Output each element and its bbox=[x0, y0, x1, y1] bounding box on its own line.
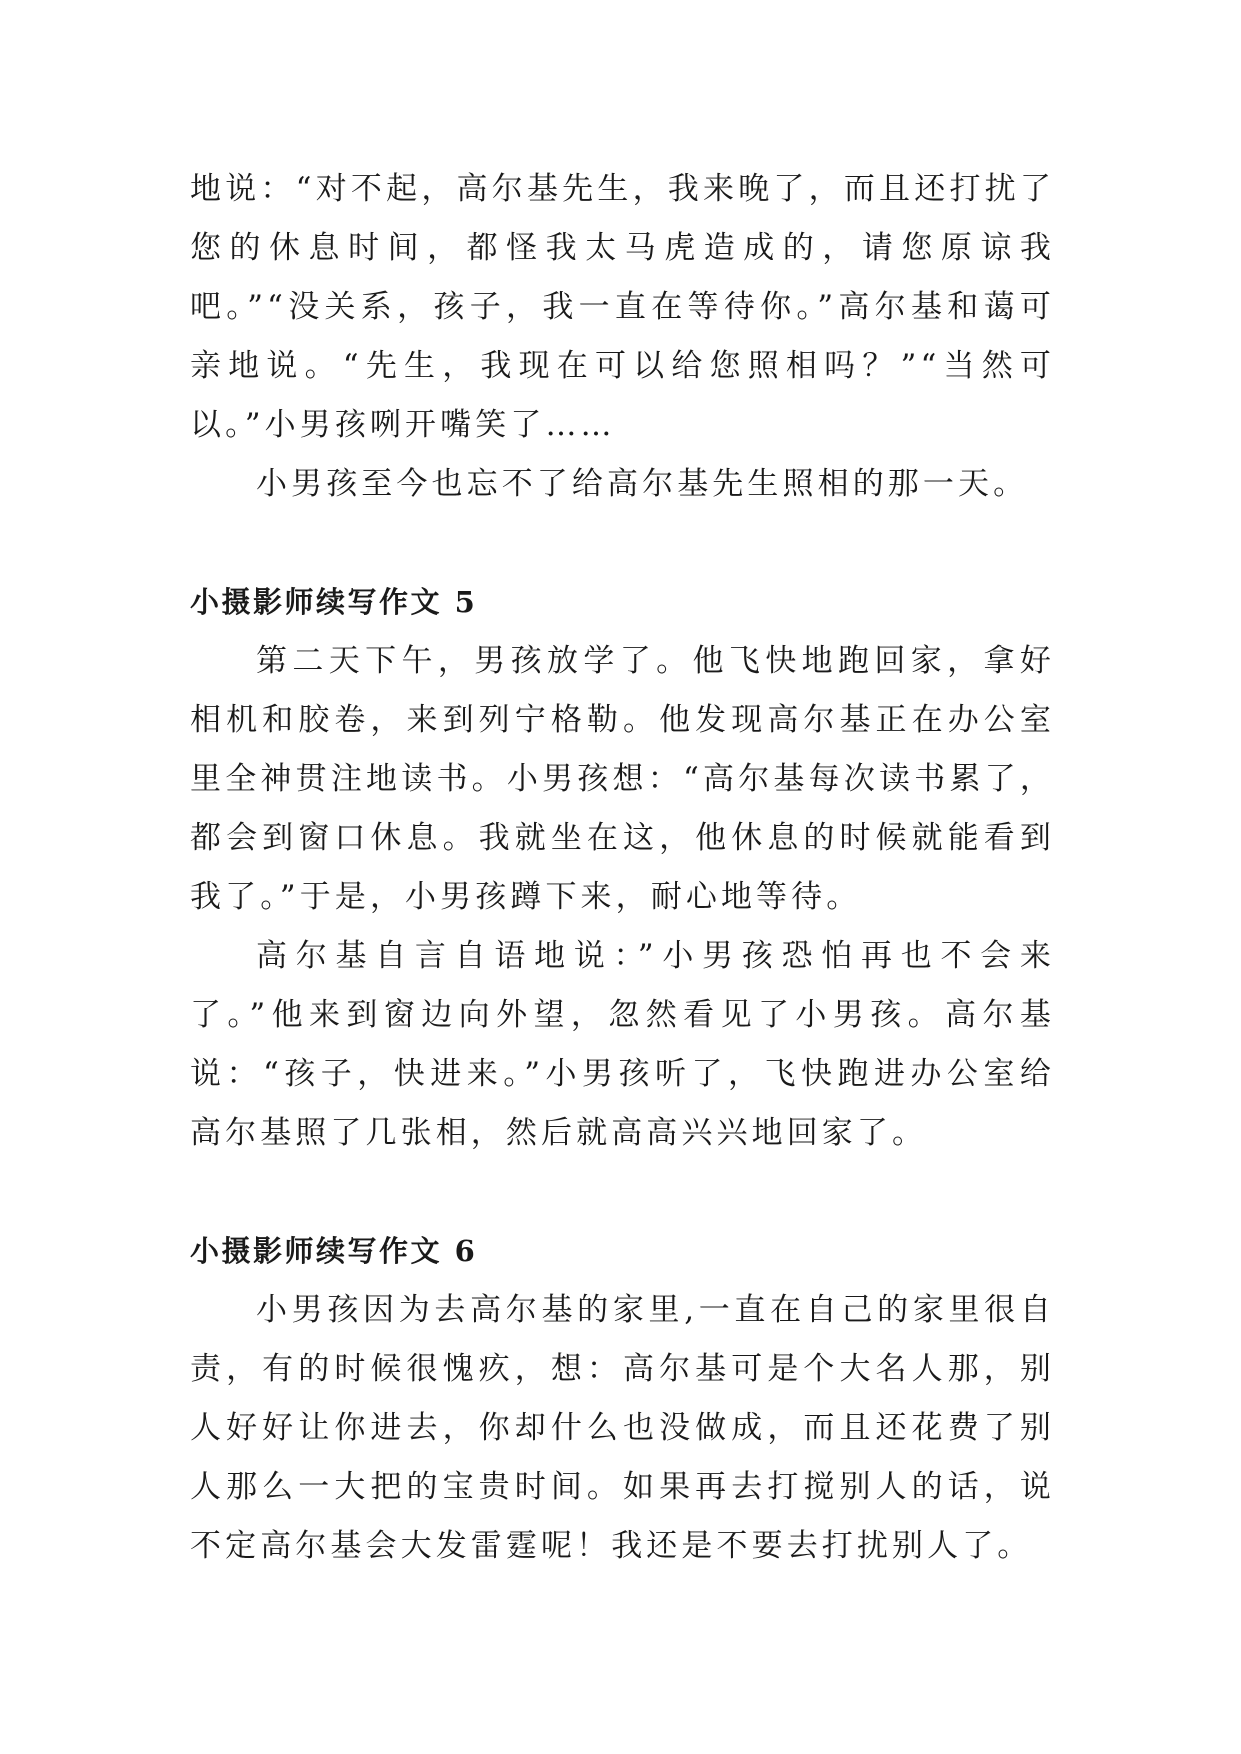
paragraph-5-1: 第二天下午，男孩放学了。他飞快地跑回家，拿好相机和胶卷，来到列宁格勒。他发现高尔基正在办公室里全神贯注地读书。小男孩想：“高尔基每次读书累了，都会到窗口休息。我就坐在这，他休息的时候就能看到我了。”于是，小男孩蹲下来，耐心地等待。 bbox=[190, 643, 1055, 915]
section-gap bbox=[190, 514, 1055, 573]
paragraph-closing: 小男孩至今也忘不了给高尔基先生照相的那一天。 bbox=[256, 466, 1029, 502]
document-page bbox=[190, 160, 1055, 1576]
paragraph-6-1: 小男孩因为去高尔基的家里,一直在自己的家里很自责，有的时候很愧疚，想：高尔基可是个大名人那，别人好好让你进去，你却什么也没做成，而且还花费了别人那么一大把的宝贵时间。如果再去打搅别人的话，说不定高尔基会大发雷霆呢！我还是不要去打扰别人了。 bbox=[190, 1292, 1055, 1564]
paragraph-5-2: 高尔基自言自语地说：”小男孩恐怕再也不会来了。”他来到窗边向外望，忽然看见了小男孩。高尔基说：“孩子，快进来。”小男孩听了，飞快跑进办公室给高尔基照了几张相，然后就高高兴兴地回家了。 bbox=[190, 938, 1055, 1151]
section-heading-5: 小摄影师续写作文 5 bbox=[190, 585, 478, 619]
section-heading-6: 小摄影师续写作文 6 bbox=[190, 1234, 478, 1268]
section-gap bbox=[190, 1163, 1055, 1222]
paragraph-continuation: 地说：“对不起，高尔基先生，我来晚了，而且还打扰了您的休息时间，都怪我太马虎造成的，请您原谅我吧。”“没关系，孩子，我一直在等待你。”高尔基和蔼可亲地说。“先生，我现在可以给您照相吗？”“当然可以。”小男孩咧开嘴笑了…… bbox=[190, 171, 1055, 443]
